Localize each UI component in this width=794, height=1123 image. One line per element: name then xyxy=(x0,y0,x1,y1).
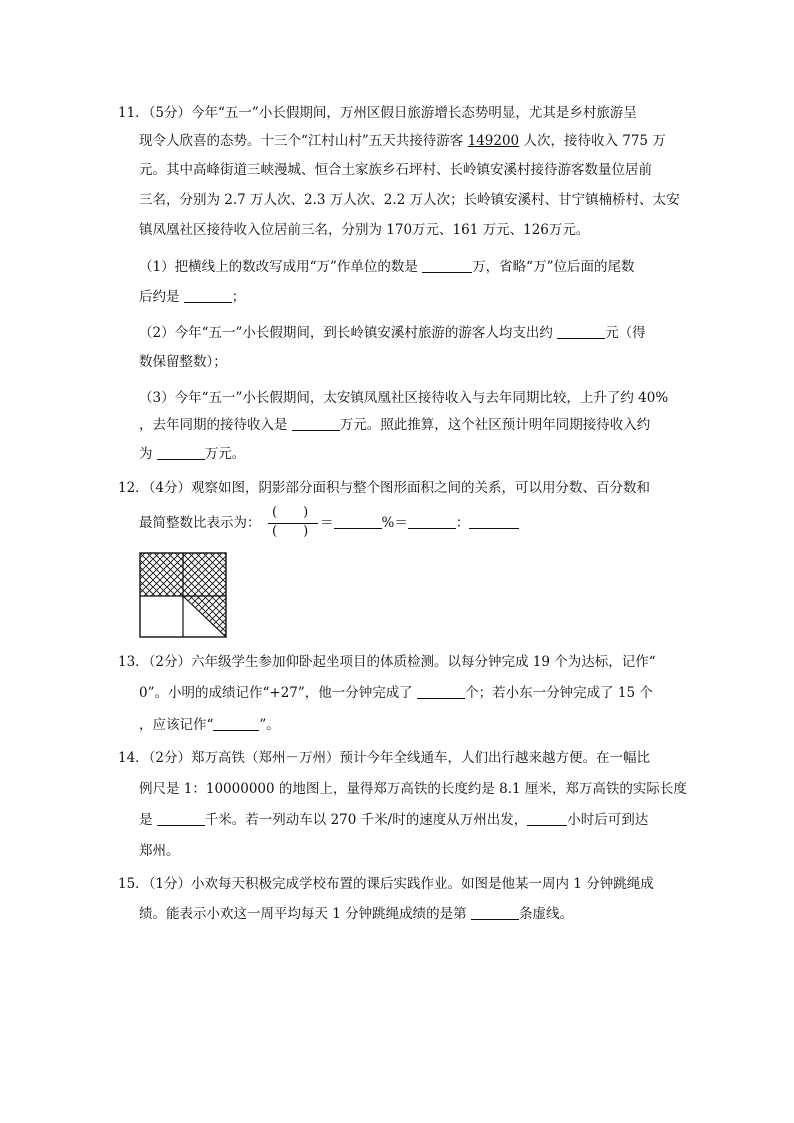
q12-fraction-numerator: ( ) xyxy=(272,505,309,520)
q11-answer-blank-3[interactable] xyxy=(557,324,605,339)
q13-answer-blank-1[interactable] xyxy=(417,684,465,699)
q11-line-1: 11．（5分）今年“五一”小长假期间，万州区假日旅游增长态势明显，尤其是乡村旅游呈 xyxy=(118,105,637,121)
q14-line-1: 14．（2分）郑万高铁（郑州－万州）预计今年全线通车，人们出行越来越方便。在一幅比 xyxy=(118,750,651,766)
q11-sub-2-cont: 数保留整数）； xyxy=(139,354,227,370)
q13-line-1: 13．（2分）六年级学生参加仰卧起坐项目的体质检测。以每分钟完成 19 个为达标，记作“ xyxy=(118,654,656,670)
q12-fraction-blank[interactable] xyxy=(268,506,318,540)
q12-equals: ＝ xyxy=(320,515,334,531)
q11-line-5: 镇凤凰社区接待收入位居前三名，分别为 170万元、161 万元、126万元。 xyxy=(139,222,590,238)
q14-answer-blank-2[interactable] xyxy=(527,811,567,826)
q11-line-3: 元。其中高峰街道三峡漫城、恒合土家族乡石坪村、长岭镇安溪村接待游客数量位居前 xyxy=(139,162,652,178)
q13-line-3-text-b: ”。 xyxy=(259,717,280,733)
q11-visitor-count: 149200 xyxy=(467,133,520,149)
q12-answer-blank-ratio-b[interactable] xyxy=(469,514,519,529)
q13-line-2-text-a: 0”。小明的成绩记作“+27”，他一分钟完成了 xyxy=(139,685,418,701)
q12-answer-blank-percent[interactable] xyxy=(334,514,382,529)
q14-line-3-text-a: 是 xyxy=(139,812,157,828)
q14-line-3-text-b: 千米。若一列动车以 270 千米/时的速度从万州出发， xyxy=(204,812,528,828)
q11-sub-3-text-b: ，去年同期的接待收入是 xyxy=(139,417,292,433)
q12-colon: ： xyxy=(455,515,470,531)
q12-fraction-denominator: ( ) xyxy=(272,524,309,539)
q11-sub-2-text-b: 元（得 xyxy=(605,325,646,341)
q11-line-2-text-a: 现令人欣喜的态势。十三个“江村山村”五天共接待游客 xyxy=(139,133,468,149)
q11-sub-3-text-c: 万元。照此推算，这个社区预计明年同期接待收入约 xyxy=(339,417,651,433)
q15-line-2 xyxy=(139,904,573,924)
q15-line-2-text-a: 绩。能表示小欢这一周平均每天 1 分钟跳绳成绩的是第 xyxy=(139,906,471,922)
q11-line-2-text-b: 人次，接待收入 775 万 xyxy=(519,133,666,149)
q11-sub-2 xyxy=(139,323,646,343)
q11-answer-blank-1[interactable] xyxy=(422,258,472,273)
q14-line-2: 例尺是 1：10000000 的地图上，量得郑万高铁的长度约是 8.1 厘米，郑万高铁的实际长度 xyxy=(139,781,687,797)
q14-line-4: 郑州。 xyxy=(139,843,180,859)
q11-sub-3: （3）今年“五一”小长假期间，太安镇凤凰社区接待收入与去年同期比较，上升了约 40% xyxy=(139,390,669,406)
q11-sub-2-text-a: （2）今年“五一”小长假期间，到长岭镇安溪村旅游的游客人均支出约 xyxy=(139,325,558,341)
q12-line-2 xyxy=(139,513,261,533)
q11-sub-1-text-c: 后约是 xyxy=(139,289,184,305)
q11-answer-blank-2[interactable] xyxy=(184,288,232,303)
q12-line-2-answers xyxy=(320,513,519,533)
q11-sub-3-cont-2 xyxy=(139,444,245,464)
q11-sub-3-text-d: 为 xyxy=(139,446,157,462)
q11-line-2 xyxy=(139,131,666,151)
q13-line-3-text-a: ，应该记作“ xyxy=(139,717,214,733)
q11-sub-1-cont xyxy=(139,287,245,307)
q11-line-4: 三名，分别为 2.7 万人次、2.3 万人次、2.2 万人次；长岭镇安溪村、甘宁镇楠桥村、太安 xyxy=(139,192,680,208)
q12-answer-blank-ratio-a[interactable] xyxy=(408,514,456,529)
q12-line-2-text: 最简整数比表示为： xyxy=(139,515,261,531)
q11-sub-3-text-e: 万元。 xyxy=(204,446,246,462)
q14-answer-blank-1[interactable] xyxy=(157,811,205,826)
q11-sub-3-cont xyxy=(139,415,650,435)
q13-answer-blank-2[interactable] xyxy=(213,716,259,731)
q13-line-2-text-b: 个；若小东一分钟完成了 15 个 xyxy=(465,685,653,701)
q15-line-1: 15．（1分）小欢每天积极完成学校布置的课后实践作业。如图是他某一周内 1 分钟跳绳成 xyxy=(118,876,654,892)
q11-answer-blank-5[interactable] xyxy=(157,445,205,460)
q15-line-2-text-b: 条虚线。 xyxy=(518,906,573,922)
q12-shaded-figure xyxy=(139,552,227,638)
q11-answer-blank-4[interactable] xyxy=(292,416,340,431)
q11-sub-1 xyxy=(139,257,635,277)
q12-line-1: 12．（4分）观察如图，阴影部分面积与整个图形面积之间的关系，可以用分数、百分数和 xyxy=(118,480,651,496)
q12-percent-equals: %＝ xyxy=(381,515,408,531)
q11-sub-1-text-a: （1）把横线上的数改写成用“万”作单位的数是 xyxy=(139,259,423,275)
q11-sub-1-text-b: 万，省略“万”位后面的尾数 xyxy=(472,259,635,275)
q11-sub-1-text-d: ； xyxy=(231,289,246,305)
q14-line-3-text-c: 小时后可到达 xyxy=(567,812,649,828)
q14-line-3 xyxy=(139,810,648,830)
q15-answer-blank[interactable] xyxy=(471,905,519,920)
q13-line-2 xyxy=(139,683,653,703)
q13-line-3 xyxy=(139,715,280,735)
